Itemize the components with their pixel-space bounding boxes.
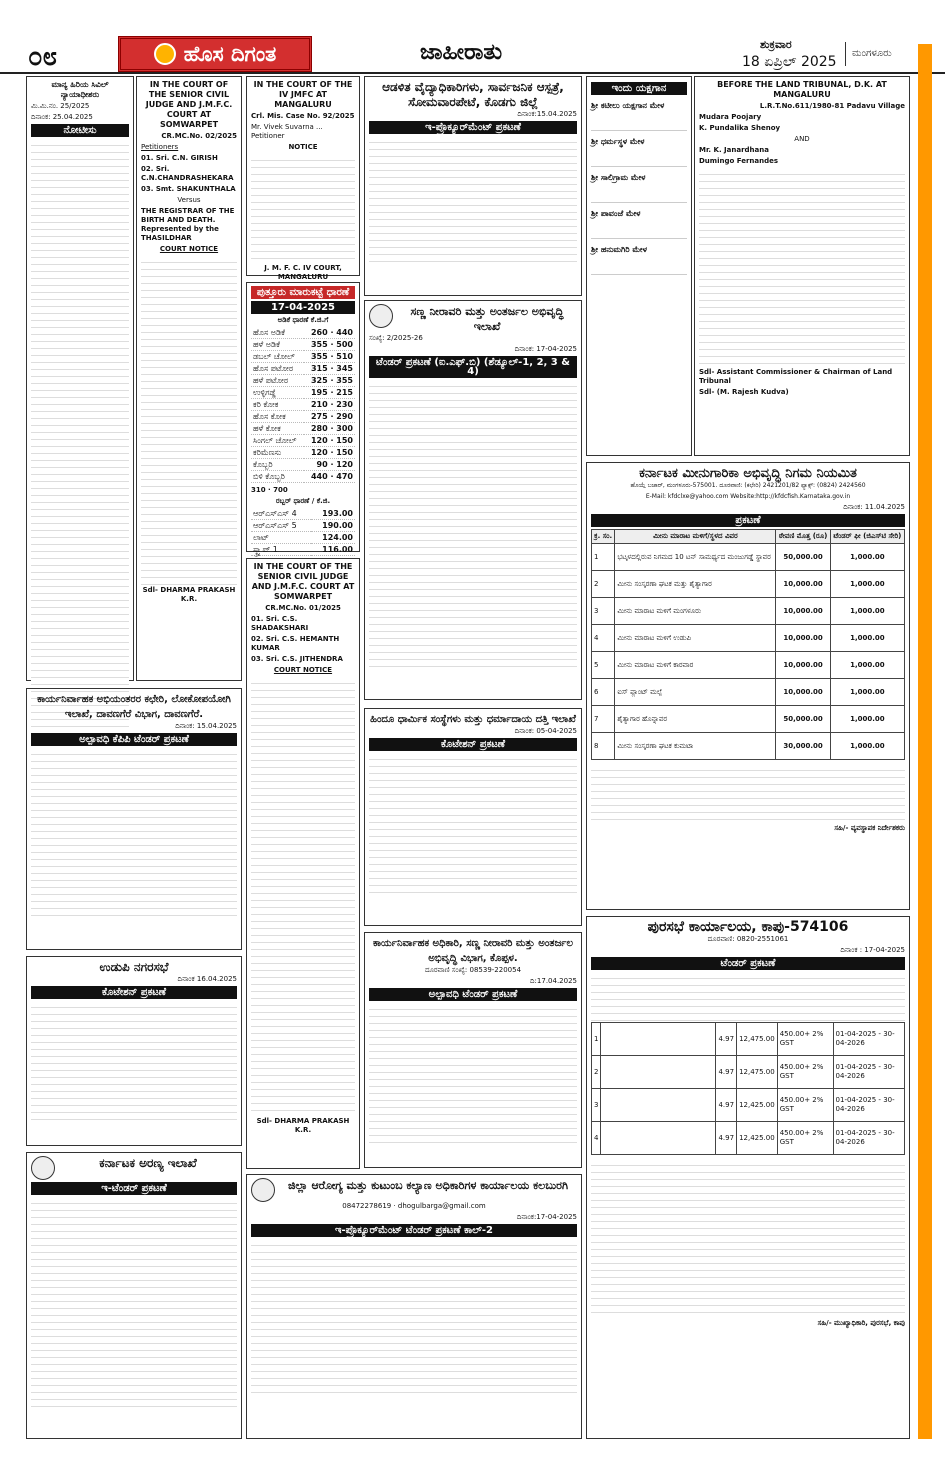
govt-emblem-icon (251, 1178, 275, 1202)
rate-row (251, 447, 355, 459)
market-title: ಪುತ್ತೂರು ಮಾರುಕಟ್ಟೆ ಧಾರಣೆ (251, 286, 355, 299)
ad-date: ದಿನಾಂಕ: 17-04-2025 (514, 345, 577, 353)
rate-name: ಹೊಸ ಅಡಿಕೆ (251, 327, 304, 339)
notice-heading: COURT NOTICE (159, 245, 219, 253)
signature: ಸಹಿ/- ವ್ಯವಸ್ಥಾಪಕ ನಿರ್ದೇಶಕರು (834, 824, 905, 832)
ad-court-left (26, 76, 134, 681)
ad-title: ಆಡಳಿತ ವೈದ್ಯಾಧಿಕಾರಿಗಳು, ಸಾರ್ವಜನಿಕ ಆಸ್ಪತ್ರೆ, ಸೋಮವಾರಪೇಟೆ, ಕೊಡಗು ಜಿಲ್ಲೆ (382, 80, 564, 109)
govt-emblem-icon (31, 1156, 55, 1180)
table-cell: 1,000.00 (830, 706, 904, 733)
pepper-rate: 310 · 700 (251, 486, 288, 494)
ad-kapu (586, 916, 910, 1439)
table-cell: ಶೈತ್ಯಾಗಾರ ಹೊನ್ನಾವರ (615, 706, 776, 733)
rate-row (251, 351, 355, 363)
table-row (592, 1023, 905, 1056)
rubber-title: ರಬ್ಬರ್ ಧಾರಣೆ / ಕೆ.ಜಿ. (275, 497, 331, 505)
table-cell: 6 (592, 679, 615, 706)
ad-case: ಮಿ.ಮಿ.ನಂ. 25/2025 (31, 102, 90, 110)
rate-value: 120 · 150 (304, 435, 355, 447)
table-cell: 12,475.00 (737, 1023, 778, 1056)
rate-row (251, 435, 355, 447)
ad-title: ಕರ್ನಾಟಕ ಮೀನುಗಾರಿಕಾ ಅಭಿವೃದ್ಧಿ ನಿಗಮ ನಿಯಮಿತ (639, 466, 857, 481)
rate-name: ಹಳೆ ಅಡಿಕೆ (251, 339, 304, 351)
text-body (369, 1003, 577, 1143)
rate-value: 325 · 355 (304, 375, 355, 387)
text-body-2 (591, 1159, 905, 1319)
rate-value: 275 · 290 (304, 411, 355, 423)
rate-name: ಆರ್‌ಎಸ್‌ಎಸ್ 4 (251, 508, 311, 520)
ad-title: ಉಡುಪಿ ನಗರಸಭೆ (99, 960, 169, 974)
ad-date: ದಿನಾಂಕ: 11.04.2025 (843, 503, 905, 511)
petitioner-2: 02. Sri. C.S. HEMANTH KUMAR (251, 635, 340, 652)
ad-title: IN THE COURT OF THE SENIOR CIVIL JUDGE AND J.M.F.C. COURT AT SOMWARPET (145, 80, 233, 129)
text-body (591, 764, 905, 824)
ad-market-rates (246, 282, 360, 552)
ad-date: ದಿನಾಂಕ:15.04.2025 (517, 110, 577, 118)
table-cell: 1,000.00 (830, 598, 904, 625)
column-header: ಕ್ರ. ಸಂ. (592, 530, 615, 544)
table-cell: 4.97 (716, 1089, 737, 1122)
ad-heading: ನೋಟೀಸು (31, 124, 129, 137)
rate-row (251, 387, 355, 399)
table-cell (601, 1056, 716, 1089)
ad-address: ಹೊಯ್ಗೆ ಬಜಾರ್, ಮಂಗಳೂರು-575001. ದೂರವಾಣಿ: (ಕಛೇರಿ) 2421201/82 ಫ್ಯಾಕ್ಸ್: (0824) 2424560 (630, 482, 866, 489)
table-cell: 12,475.00 (737, 1056, 778, 1089)
ad-irrigation (364, 300, 582, 700)
ad-pwd-davanagere (26, 688, 242, 950)
ad-heading: ಇ-ಪ್ರೊಕ್ಯೂರ್‌ಮೆಂಟ್ ಟೆಂಡರ್ ಪ್ರಕಟಣೆ ಕಾಲ್-2 (251, 1224, 577, 1237)
ad-fisheries (586, 462, 910, 910)
side-color-bar (918, 44, 932, 1439)
and: AND (794, 135, 810, 143)
table-row (592, 1089, 905, 1122)
text-body (31, 139, 129, 736)
table-cell: 50,000.00 (776, 706, 830, 733)
table-cell: 4.97 (716, 1056, 737, 1089)
ad-case: CR.MC.No. 01/2025 (265, 604, 341, 612)
ad-title: BEFORE THE LAND TRIBUNAL, D.K. AT MANGALURU (717, 80, 887, 99)
rate-value: 355 · 510 (304, 351, 355, 363)
table-cell: 12,425.00 (737, 1089, 778, 1122)
signature: J. M. F. C. IV COURT, MANGALURU (264, 264, 342, 281)
table-cell: ಮೀನು ಮಾರಾಟ ಮಳಿಗೆ ಕಾರವಾರ (615, 652, 776, 679)
rate-name: ಕರಿ ಕೋಕ (251, 399, 304, 411)
rate-row (251, 327, 355, 339)
table-cell: 1,000.00 (830, 652, 904, 679)
column-header: ಮೀನು ಮಾರಾಟ ಮಳಿಗೆ/ಸ್ಥಳದ ವಿವರ (615, 530, 776, 544)
mela-item: ಶ್ರೀ ಹನುಮಗಿರಿ ಮೇಳ (591, 245, 687, 275)
market-date: 17-04-2025 (251, 301, 355, 314)
table-cell: ಮೀನು ಸಂಸ್ಕರಣಾ ಘಟಕ ಮತ್ತು ಶೈತ್ಯಾಗಾರ (615, 571, 776, 598)
table-cell: 450.00+ 2% GST (777, 1089, 833, 1122)
column-header: ಟೆಂಡರ್ ಫೀ (ಜಿಎಸ್‌ಟಿ ಸೇರಿ) (830, 530, 904, 544)
table-row (592, 1122, 905, 1155)
ad-title: ಮಾನ್ಯ ಹಿರಿಯ ಸಿವಿಲ್ ನ್ಯಾಯಾಧೀಶರು (51, 80, 109, 99)
rate-row (251, 544, 355, 556)
mela-list (591, 101, 687, 275)
ad-court-mangaluru (246, 76, 360, 281)
table-cell: 4.97 (716, 1023, 737, 1056)
ad-title: ಪುರಸಭೆ ಕಾರ್ಯಾಲಯ, ಕಾಪು-574106 (647, 919, 849, 935)
text-body (31, 1001, 237, 1121)
rate-name: ಹೊಸ ಕೋಕ (251, 411, 304, 423)
table-row (592, 544, 905, 571)
table-cell: 1,000.00 (830, 733, 904, 760)
text-body (31, 748, 237, 918)
table-row (592, 733, 905, 760)
table-row (592, 598, 905, 625)
rate-name: ಕೊಬ್ಬರಿ (251, 459, 304, 471)
ad-case: L.R.T.No.611/1980-81 Padavu Village (759, 102, 905, 110)
table-cell: 4 (592, 625, 615, 652)
rate-value: 90 · 120 (304, 459, 355, 471)
rate-name: ಉಳ್ಳಿಗಡ್ಡೆ (251, 387, 304, 399)
between: Mr. Vivek Suvarna ... Petitioner (251, 123, 323, 140)
ad-ref: ಸಂಖ್ಯೆ: 2/2025-26 (369, 334, 423, 342)
ad-temple-quotation (364, 708, 582, 926)
signature: Sdl- DHARMA PRAKASH K.R. (256, 1117, 350, 1134)
rate-row (251, 423, 355, 435)
rate-row (251, 363, 355, 375)
text-body (369, 380, 577, 670)
table-cell: 30,000.00 (776, 733, 830, 760)
ad-heading: ಟೆಂಡರ್ ಪ್ರಕಟಣೆ (591, 957, 905, 970)
rate-name: ಹಳೆ ಪಟೋರ (251, 375, 304, 387)
text-body (251, 1239, 577, 1399)
market-subtitle: ಅಡಿಕೆ ಧಾರಣೆ ಕೆ.ಜಿ.ಗೆ (277, 316, 329, 324)
table-cell: 1 (592, 544, 615, 571)
ad-phone: ದೂರವಾಣಿ ಸಂಖ್ಯೆ: 08539-220054 (424, 966, 522, 974)
city: ಮಂಗಳೂರು (852, 48, 892, 59)
mela-item: ಶ್ರೀ ಧರ್ಮಸ್ಥಳ ಮೇಳ (591, 137, 687, 167)
notice-heading: COURT NOTICE (273, 666, 333, 674)
rate-name: ಆರ್‌ಎಸ್‌ಎಸ್ 5 (251, 520, 311, 532)
table-row (592, 1056, 905, 1089)
text-body (31, 1197, 237, 1407)
table-cell (601, 1122, 716, 1155)
ad-date: ದಿನಾಂಕ: 25.04.2025 (31, 113, 93, 121)
table-cell: 7 (592, 706, 615, 733)
rate-name: ಲಾಟ್ (251, 532, 311, 544)
versus: Versus (177, 196, 201, 204)
text-body (251, 677, 355, 1117)
ad-heading: ಅಲ್ಪಾವಧಿ ಕೆಪಿಪಿ ಟೆಂಡರ್ ಪ್ರಕಟಣೆ (31, 733, 237, 746)
ad-email: E-Mail: kfdclxe@yahoo.com Website:http://kfdcfish.Karnataka.gov.in (645, 493, 851, 500)
table-row (592, 625, 905, 652)
text-body (369, 136, 577, 266)
petitioners-label: Petitioners (141, 143, 179, 151)
rate-name: ಸಿಂಗಲ್ ಚೋಲ್ (251, 435, 304, 447)
table-cell: 50,000.00 (776, 544, 830, 571)
ad-health-kalaburagi: ಜಿಲ್ಲಾ ಆರೋಗ್ಯ ಮತ್ತು ಕುಟುಂಬ ಕಲ್ಯಾಣ ಅಧಿಕಾರಿಗಳ ಕಾರ್ಯಾಲಯ ಕಲಬುರಗಿ 08472278619 · dhogulbarga@gmail.com ದಿನಾಂಕ:17-04-2025 ಇ-ಪ್ರೊಕ್ಯೂರ್‌ಮೆಂಟ್ ಟೆಂಡರ್ ಪ್ರಕಟಣೆ ಕಾಲ್-2 (246, 1174, 582, 1439)
notice-heading: NOTICE (288, 143, 318, 151)
ad-court-somwarpet-2 (246, 558, 360, 1169)
signature: Sdl- Assistant Commissioner & Chairman of Land Tribunal (699, 368, 893, 385)
ad-title: ಕಾರ್ಯನಿರ್ವಾಹಕ ಅಭಿಯಂತರರ ಕಛೇರಿ, ಲೋಕೋಪಯೋಗಿ ಇಲಾಖೆ, ದಾವಣಗೆರೆ ವಿಭಾಗ, ದಾವಣಗೆರೆ. (37, 694, 231, 720)
petitioner-2: 02. Sri. C.N.CHANDRASHEKARA (141, 165, 234, 182)
table-cell: 450.00+ 2% GST (777, 1023, 833, 1056)
kapu-table (591, 1022, 905, 1155)
table-cell: 10,000.00 (776, 625, 830, 652)
table-cell (601, 1089, 716, 1122)
rate-value: 120 · 150 (304, 447, 355, 459)
table-cell (601, 1023, 716, 1056)
ad-date: ದಿನಾಂಕ:17-04-2025 (516, 1213, 577, 1221)
table-cell: 3 (592, 598, 615, 625)
signature: ಸಹಿ/- ಮುಖ್ಯಾಧಿಕಾರಿ, ಪುರಸಭೆ, ಕಾಪು (817, 1319, 905, 1327)
ad-heading: ಪ್ರಕಟಣೆ (591, 514, 905, 527)
table-cell: 5 (592, 652, 615, 679)
petitioner: K. Pundalika Shenoy (699, 124, 781, 132)
table-cell: 01-04-2025 - 30-04-2026 (833, 1056, 904, 1089)
ad-email: dhogulbarga@gmail.com (397, 1202, 486, 1210)
ad-heading: ಟೆಂಡರ್ ಪ್ರಕಟಣೆ (ಐ.ಎಫ್.ಬಿ) (ಶೆಡ್ಯೂಲ್-1, 2, 3 & 4) (369, 356, 577, 378)
sun-icon (154, 43, 176, 65)
table-cell: 1,000.00 (830, 679, 904, 706)
between: Mudara Poojary (699, 113, 762, 121)
rate-value: 116.00 (311, 544, 355, 556)
table-row (592, 652, 905, 679)
table-cell: 1,000.00 (830, 625, 904, 652)
rate-row (251, 339, 355, 351)
rate-name: ಸ್ಕ್ರ್ಯಾಪ್ 1 (251, 544, 311, 556)
ad-case: Crl. Mis. Case No. 92/2025 (251, 112, 355, 120)
table-cell: 1 (592, 1023, 601, 1056)
table-cell: 4 (592, 1122, 601, 1155)
table-cell: ಮೀನು ಮಾರಾಟ ಮಳಿಗೆ ಮಂಗಳೂರು (615, 598, 776, 625)
table-cell: ಮೀನು ಸಂಸ್ಕರಣಾ ಘಟಕ ಕುಮಟಾ (615, 733, 776, 760)
ad-koppal (364, 932, 582, 1168)
petitioner-3: 03. Smt. SHAKUNTHALA (141, 185, 236, 193)
rate-row (251, 532, 355, 544)
rate-name: ಹಳೆ ಕೋಕ (251, 423, 304, 435)
ad-title: ಹಿಂದೂ ಧಾರ್ಮಿಕ ಸಂಸ್ಥೆಗಳು ಮತ್ತು ಧರ್ಮಾದಾಯ ದತ್ತಿ ಇಲಾಖೆ (370, 714, 576, 725)
ad-case: CR.MC.No. 02/2025 (161, 132, 237, 140)
rate-value: 195 · 215 (304, 387, 355, 399)
rubber-table (251, 508, 355, 556)
table-cell: 10,000.00 (776, 571, 830, 598)
fisheries-table (591, 529, 905, 760)
rate-row (251, 508, 355, 520)
signature: Sdl- DHARMA PRAKASH K.R. (142, 586, 236, 603)
mela-item: ಶ್ರೀ ಸಾಲಿಗ್ರಾಮ ಮೇಳ (591, 173, 687, 203)
table-cell: 2 (592, 571, 615, 598)
table-cell: 1,000.00 (830, 544, 904, 571)
day: ಶುಕ್ರವಾರ (760, 38, 792, 51)
table-row (592, 679, 905, 706)
text-body (141, 256, 237, 586)
rate-value: 440 · 470 (304, 471, 355, 483)
page-number: ೦೮ (28, 42, 58, 72)
brand-name: ಹೊಸ ದಿಗಂತ (183, 41, 277, 66)
ad-court-somwarpet-1 (136, 76, 242, 681)
govt-emblem-icon (369, 304, 393, 328)
ad-yakshagana (586, 76, 692, 456)
table-row (592, 706, 905, 733)
rate-row (251, 459, 355, 471)
table-cell: 4.97 (716, 1122, 737, 1155)
table-row (592, 571, 905, 598)
ad-heading: ಇ-ಪ್ರೊಕ್ಯೂರ್‌ಮೆಂಟ್ ಪ್ರಕಟಣೆ (369, 121, 577, 134)
text-body (251, 154, 355, 264)
ad-title: IN THE COURT OF THE SENIOR CIVIL JUDGE AND J.M.F.C. COURT AT SOMWARPET (251, 562, 355, 601)
column-header: ಠೇವಣಿ ಮೊತ್ತ (ರೂ) (776, 530, 830, 544)
table-cell: 2 (592, 1056, 601, 1089)
table-cell: 01-04-2025 - 30-04-2026 (833, 1122, 904, 1155)
ad-title: IN THE COURT OF THE IV JMFC AT MANGALURU (253, 80, 353, 109)
rate-value: 190.00 (311, 520, 355, 532)
table-cell: 01-04-2025 - 30-04-2026 (833, 1089, 904, 1122)
ad-date: ದಿನಾಂಕ: 15.04.2025 (175, 722, 237, 730)
ad-title: ಸಣ್ಣ ನೀರಾವರಿ ಮತ್ತು ಅಂತರ್ಜಲ ಅಭಿವೃದ್ಧಿ ಇಲಾಖೆ (410, 305, 564, 333)
brand-logo (118, 36, 312, 72)
ad-date: ದಿನಾಂಕ 16.04.2025 (177, 975, 237, 983)
table-cell: 10,000.00 (776, 652, 830, 679)
ad-date: ದಿನಾಂಕ: 05-04-2025 (514, 727, 577, 735)
ad-title: ಜಿಲ್ಲಾ ಆರೋಗ್ಯ ಮತ್ತು ಕುಟುಂಬ ಕಲ್ಯಾಣ ಅಧಿಕಾರಿಗಳ ಕಾರ್ಯಾಲಯ ಕಲಬುರಗಿ (287, 1179, 569, 1192)
ad-title: ಕರ್ನಾಟಕ ಅರಣ್ಯ ಇಲಾಖೆ (99, 1156, 197, 1170)
rate-row (251, 375, 355, 387)
table-cell: 1,000.00 (830, 571, 904, 598)
rate-value: 124.00 (311, 532, 355, 544)
rate-name: ಹೊಸ ಪಟೋರ (251, 363, 304, 375)
rate-name: ಕರಿಮೆಣಸು (251, 447, 304, 459)
petitioner-1: 01. Sri. C.S. SHADAKSHARI (251, 615, 309, 632)
mela-item: ಶ್ರೀ ಕಟೀಲು ಯಕ್ಷಗಾನ ಮೇಳ (591, 101, 687, 131)
respondent-2: Mr. K. Janardhana (699, 146, 769, 154)
ad-date: ದಿನಾಂಕ : 17-04-2025 (840, 946, 905, 954)
divider (845, 42, 846, 66)
ad-heading: ಅಲ್ಪಾವಧಿ ಟೆಂಡರ್ ಪ್ರಕಟಣೆ (369, 988, 577, 1001)
rate-value: 315 · 345 (304, 363, 355, 375)
text-body (699, 168, 905, 368)
ad-date: ದಿ:17.04.2025 (530, 977, 577, 985)
rate-value: 280 · 300 (304, 423, 355, 435)
ad-title: ಇಂದು ಯಕ್ಷಗಾನ (591, 82, 687, 95)
table-cell: ಭಟ್ಕಳದಲ್ಲಿರುವ ನಿಗಮದ 10 ಟನ್ ಸಾಮರ್ಥ್ಯದ ಮಂಜುಗಡ್ಡೆ ಸ್ಥಾವರ (615, 544, 776, 571)
rate-name: ಬಿಳಿ ಕೊಬ್ಬರಿ (251, 471, 304, 483)
ad-phone: 08472278619 (342, 1202, 392, 1210)
table-cell: 10,000.00 (776, 679, 830, 706)
rates-table (251, 327, 355, 483)
petitioner-3: 03. Sri. C.S. JITHENDRA (251, 655, 343, 663)
mela-item: ಶ್ರೀ ಪಾವಂಜೆ ಮೇಳ (591, 209, 687, 239)
ad-heading: ಕೊಟೇಶನ್ ಪ್ರಕಟಣೆ (369, 738, 577, 751)
ad-udupi (26, 956, 242, 1146)
table-cell: 8 (592, 733, 615, 760)
ad-land-tribunal (694, 76, 910, 456)
ad-title: ಕಾರ್ಯನಿರ್ವಾಹಕ ಅಧಿಕಾರಿ, ಸಣ್ಣ ನೀರಾವರಿ ಮತ್ತು ಅಂತರ್ಜಲ ಅಭಿವೃದ್ಧಿ ವಿಭಾಗ, ಕೊಪ್ಪಳ. (373, 938, 573, 964)
section-title: ಜಾಹೀರಾತು (420, 40, 503, 65)
ad-contact: ದೂರವಾಣಿ: 0820-2551061 (707, 935, 789, 943)
text-body (369, 753, 577, 893)
masthead (0, 0, 945, 74)
ad-heading: ಕೊಟೇಶನ್ ಪ್ರಕಟಣೆ (31, 986, 237, 999)
ad-forest (26, 1152, 242, 1439)
table-cell: ಮೀನು ಮಾರಾಟ ಮಳಿಗೆ ಉಡುಪಿ (615, 625, 776, 652)
petitioner-1: 01. Sri. C.N. GIRISH (141, 154, 218, 162)
table-cell: 10,000.00 (776, 598, 830, 625)
table-cell: 3 (592, 1089, 601, 1122)
table-cell: 450.00+ 2% GST (777, 1056, 833, 1089)
rate-value: 210 · 230 (304, 399, 355, 411)
rate-value: 193.00 (311, 508, 355, 520)
table-cell: 12,425.00 (737, 1122, 778, 1155)
respondent-3: Dumingo Fernandes (699, 157, 779, 165)
ad-health-kodagu (364, 76, 582, 296)
ad-heading: ಇ-ಟೆಂಡರ್ ಪ್ರಕಟಣೆ (31, 1182, 237, 1195)
rate-value: 260 · 440 (304, 327, 355, 339)
rate-name: ಡಬಲ್ ಚೋಲ್ (251, 351, 304, 363)
respondent: THE REGISTRAR OF THE BIRTH AND DEATH. Represented by the THASILDHAR (141, 207, 235, 242)
rate-row (251, 520, 355, 532)
rate-row (251, 471, 355, 483)
rate-row (251, 411, 355, 423)
text-body (591, 972, 905, 1022)
table-cell: 01-04-2025 - 30-04-2026 (833, 1023, 904, 1056)
signature-2: Sdl- (M. Rajesh Kudva) (699, 388, 789, 396)
table-cell: 450.00+ 2% GST (777, 1122, 833, 1155)
rate-value: 355 · 500 (304, 339, 355, 351)
rate-row (251, 399, 355, 411)
table-cell: ಐಸ್ ಪ್ಲಾಂಟ್ ಮಲ್ಪೆ (615, 679, 776, 706)
date: 18 ಏಪ್ರಿಲ್ 2025 (742, 54, 837, 70)
